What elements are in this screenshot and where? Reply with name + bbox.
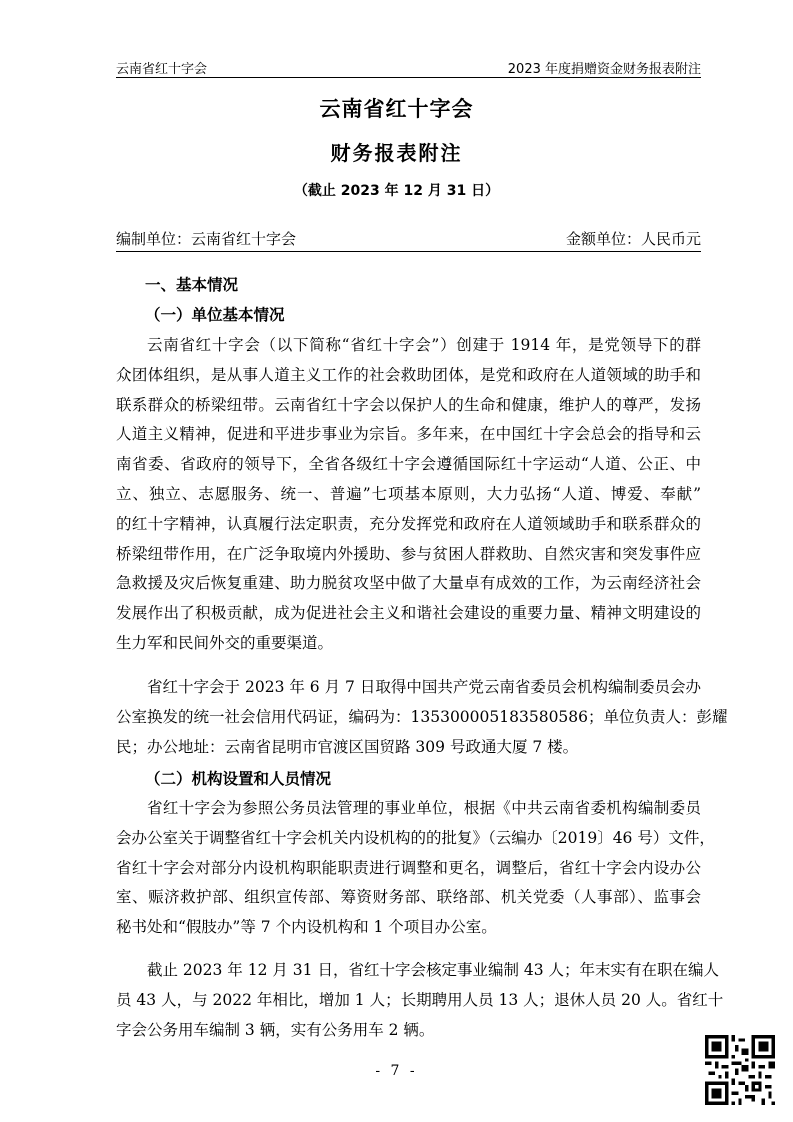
page-number: - 7 - bbox=[375, 1063, 418, 1079]
running-header bbox=[116, 58, 701, 78]
text-line: 桥梁纽带作用，在广泛争取境内外援助、参与贫困人群救助、自然灾害和突发事件应 bbox=[116, 544, 701, 563]
document-title: 云南省红十字会 bbox=[319, 97, 474, 121]
text-line: 会办公室关于调整省红十字会机关内设机构的的批复》（云编办〔2019〕46 号）文件， bbox=[116, 828, 715, 847]
text-line: 众团体组织，是从事人道主义工作的社会救助团体，是党和政府在人道领域的助手和 bbox=[116, 365, 701, 384]
text-line: 的红十字精神，认真履行法定职责，充分发挥党和政府在人道领域助手和联系群众的 bbox=[116, 514, 701, 533]
header-left: 云南省红十字会 bbox=[116, 62, 208, 77]
header-right: 2023 年度捐赠资金财务报表附注 bbox=[507, 62, 701, 77]
paragraph-credit-code bbox=[116, 673, 728, 762]
text-line: 省红十字会对部分内设机构职能职责进行调整和更名，调整后，省红十字会内设办公 bbox=[116, 858, 701, 877]
header-rule bbox=[116, 77, 701, 78]
text-line: 急救援及灾后恢复重建、助力脱贫攻坚中做了大量卓有成效的工作，为云南经济社会 bbox=[116, 574, 701, 593]
text-line: 发展作出了积极贡献，成为促进社会主义和谐社会建设的重要力量、精神文明建设的 bbox=[116, 604, 701, 623]
paragraph-unit-intro bbox=[116, 331, 701, 659]
preparing-unit: 编制单位：云南省红十字会 bbox=[116, 230, 297, 248]
qr-code-icon bbox=[705, 1035, 775, 1105]
text-line: 人道主义精神，促进和平进步事业为宗旨。多年来，在中国红十字会总会的指导和云 bbox=[116, 425, 701, 444]
text-line: 联系群众的桥梁纽带。云南省红十字会以保护人的生命和健康，维护人的尊严，发扬 bbox=[116, 395, 701, 414]
text-line: 立、独立、志愿服务、统一、普遍”七项基本原则，大力弘扬“人道、博爱、奉献” bbox=[116, 484, 701, 503]
text-line: 南省委、省政府的领导下，全省各级红十字会遵循国际红十字运动“人道、公正、中 bbox=[116, 455, 701, 474]
text-line: 员 43 人，与 2022 年相比，增加 1 人；长期聘用人员 13 人；退休人员 20 人。省红十 bbox=[116, 990, 724, 1009]
text-line: 云南省红十字会（以下简称“省红十字会”）创建于 1914 年，是党领导下的群 bbox=[147, 336, 701, 354]
section-heading-basic: 一、基本情况 bbox=[145, 276, 239, 294]
text-line: 省红十字会于 2023 年 6 月 7 日取得中国共产党云南省委员会机构编制委员会办 bbox=[147, 678, 701, 696]
meta-rule bbox=[116, 251, 701, 252]
text-line: 公室换发的统一社会信用代码证，编码为：135300005183580586；单位负责人：彭耀 bbox=[116, 707, 728, 726]
text-line: 字会公务用车编制 3 辆，实有公务用车 2 辆。 bbox=[116, 1020, 435, 1039]
paragraph-staffing bbox=[116, 956, 724, 1045]
date-line: （截止 2023 年 12 月 31 日） bbox=[293, 183, 500, 199]
text-line: 民；办公地址：云南省昆明市官渡区国贸路 309 号政通大厦 7 楼。 bbox=[116, 737, 579, 756]
text-line: 截止 2023 年 12 月 31 日，省红十字会核定事业编制 43 人；年末实有在职在编人 bbox=[147, 961, 720, 979]
document-subtitle: 财务报表附注 bbox=[330, 141, 463, 165]
currency-unit: 金额单位：人民币元 bbox=[565, 230, 701, 248]
text-line: 生力军和民间外交的重要渠道。 bbox=[116, 633, 334, 652]
subsection-heading-unit: （一）单位基本情况 bbox=[145, 306, 285, 324]
text-line: 室、赈济救护部、组织宣传部、筹资财务部、联络部、机关党委（人事部）、监事会 bbox=[116, 888, 701, 907]
text-line: 秘书处和“假肢办”等 7 个内设机构和 1 个项目办公室。 bbox=[116, 918, 497, 937]
paragraph-org-structure bbox=[116, 794, 715, 943]
subsection-heading-org: （二）机构设置和人员情况 bbox=[145, 770, 332, 788]
meta-row bbox=[116, 228, 701, 250]
text-line: 省红十字会为参照公务员法管理的事业单位，根据《中共云南省委机构编制委员 bbox=[147, 799, 701, 817]
